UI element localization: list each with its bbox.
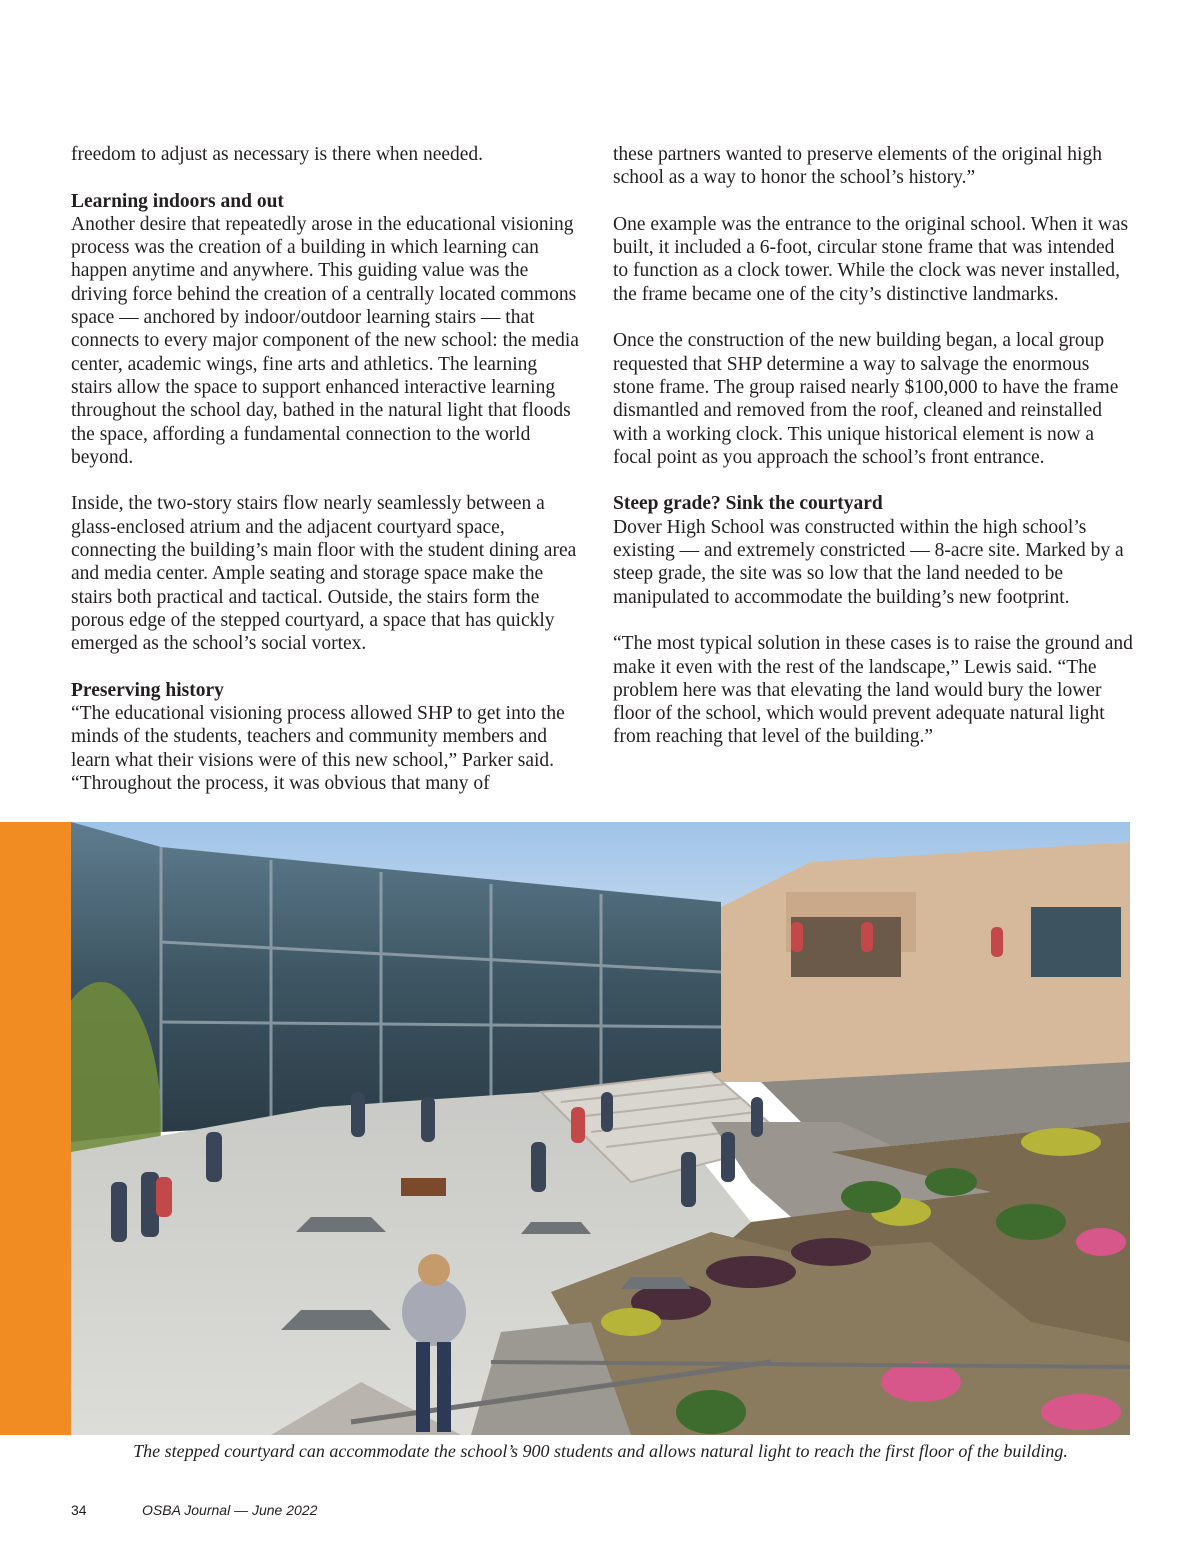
paragraph-stone-frame: Once the construction of the new building began, a local group requested that SHP determine a way to salvage the enormous stone frame. The group raised nearly $100,000 to have the frame dismantled and removed from the roof, cleaned and reinstalled with a working clock. This unique historical element is now a focal point as you approach the school’s front entrance. <box>613 330 1119 468</box>
left-column <box>71 143 581 819</box>
paragraph-clock-tower: One example was the entrance to the original school. When it was built, it included a 6-foot, circular stone frame that was intended to function as a clock tower. While the clock was never installed, the frame became one of the city’s distinctive landmarks. <box>613 213 1129 305</box>
orange-accent-bar <box>0 822 71 1435</box>
courtyard-photo <box>71 822 1130 1435</box>
paragraph-two-story-stairs: Inside, the two-story stairs flow nearly seamlessly between a glass-enclosed atrium and the adjacent courtyard space, connecting the building’s main floor with the student dining area and media center. Ample seating and storage space make the stairs both practical and tactical. Outside, the stairs form the porous edge of the stepped courtyard, a space that has quickly emerged as the school’s social vortex. <box>71 493 577 655</box>
heading-learning-indoors: Learning indoors and out <box>71 190 284 212</box>
paragraph-site-grade: Dover High School was constructed within the high school’s existing — and extremely constricted — 8-acre site. Marked by a steep grade, the site was so low that the land needed to be manipulated to accommodate the building’s new footprint. <box>613 516 1124 608</box>
paragraph-lewis-quote: “The most typical solution in these cases is to raise the ground and make it even with the rest of the landscape,” Lewis said. “The problem here was that elevating the land would bury the lower floor of the school, which would prevent adequate natural light from reaching that level of the building.” <box>613 633 1133 748</box>
right-column <box>613 143 1133 772</box>
heading-steep-grade: Steep grade? Sink the courtyard <box>613 493 883 515</box>
journal-footer: OSBA Journal — June 2022 <box>142 1502 318 1518</box>
intro-paragraph: freedom to adjust as necessary is there when needed. <box>71 144 484 165</box>
paragraph-visioning-process: “The educational visioning process allowed SHP to get into the minds of the students, teachers and community members and learn what their visions were of this new school,” Parker said. “Throughout the process, it was obvious that many of <box>71 703 565 795</box>
paragraph-learning-anywhere: Another desire that repeatedly arose in the educational visioning process was the creation of a building in which learning can happen anytime and anywhere. This guiding value was the driving force behind the creation of a centrally located commons space — anchored by indoor/outdoor learning stairs — that connects to every major component of the new school: the media center, academic wings, fine arts and athletics. The learning stairs allow the space to support enhanced interactive learning throughout the school day, bathed in the natural light that floods the space, affording a fundamental connection to the world beyond. <box>71 213 579 468</box>
paragraph-continued-quote: these partners wanted to preserve elements of the original high school as a way to honor the school’s history.” <box>613 144 1102 189</box>
courtyard-photo-illustration <box>71 822 1130 1435</box>
heading-preserving-history: Preserving history <box>71 679 224 701</box>
page-number: 34 <box>71 1502 87 1518</box>
photo-caption: The stepped courtyard can accommodate the school’s 900 students and allows natural light to reach the first floor of the building. <box>133 1441 1068 1461</box>
